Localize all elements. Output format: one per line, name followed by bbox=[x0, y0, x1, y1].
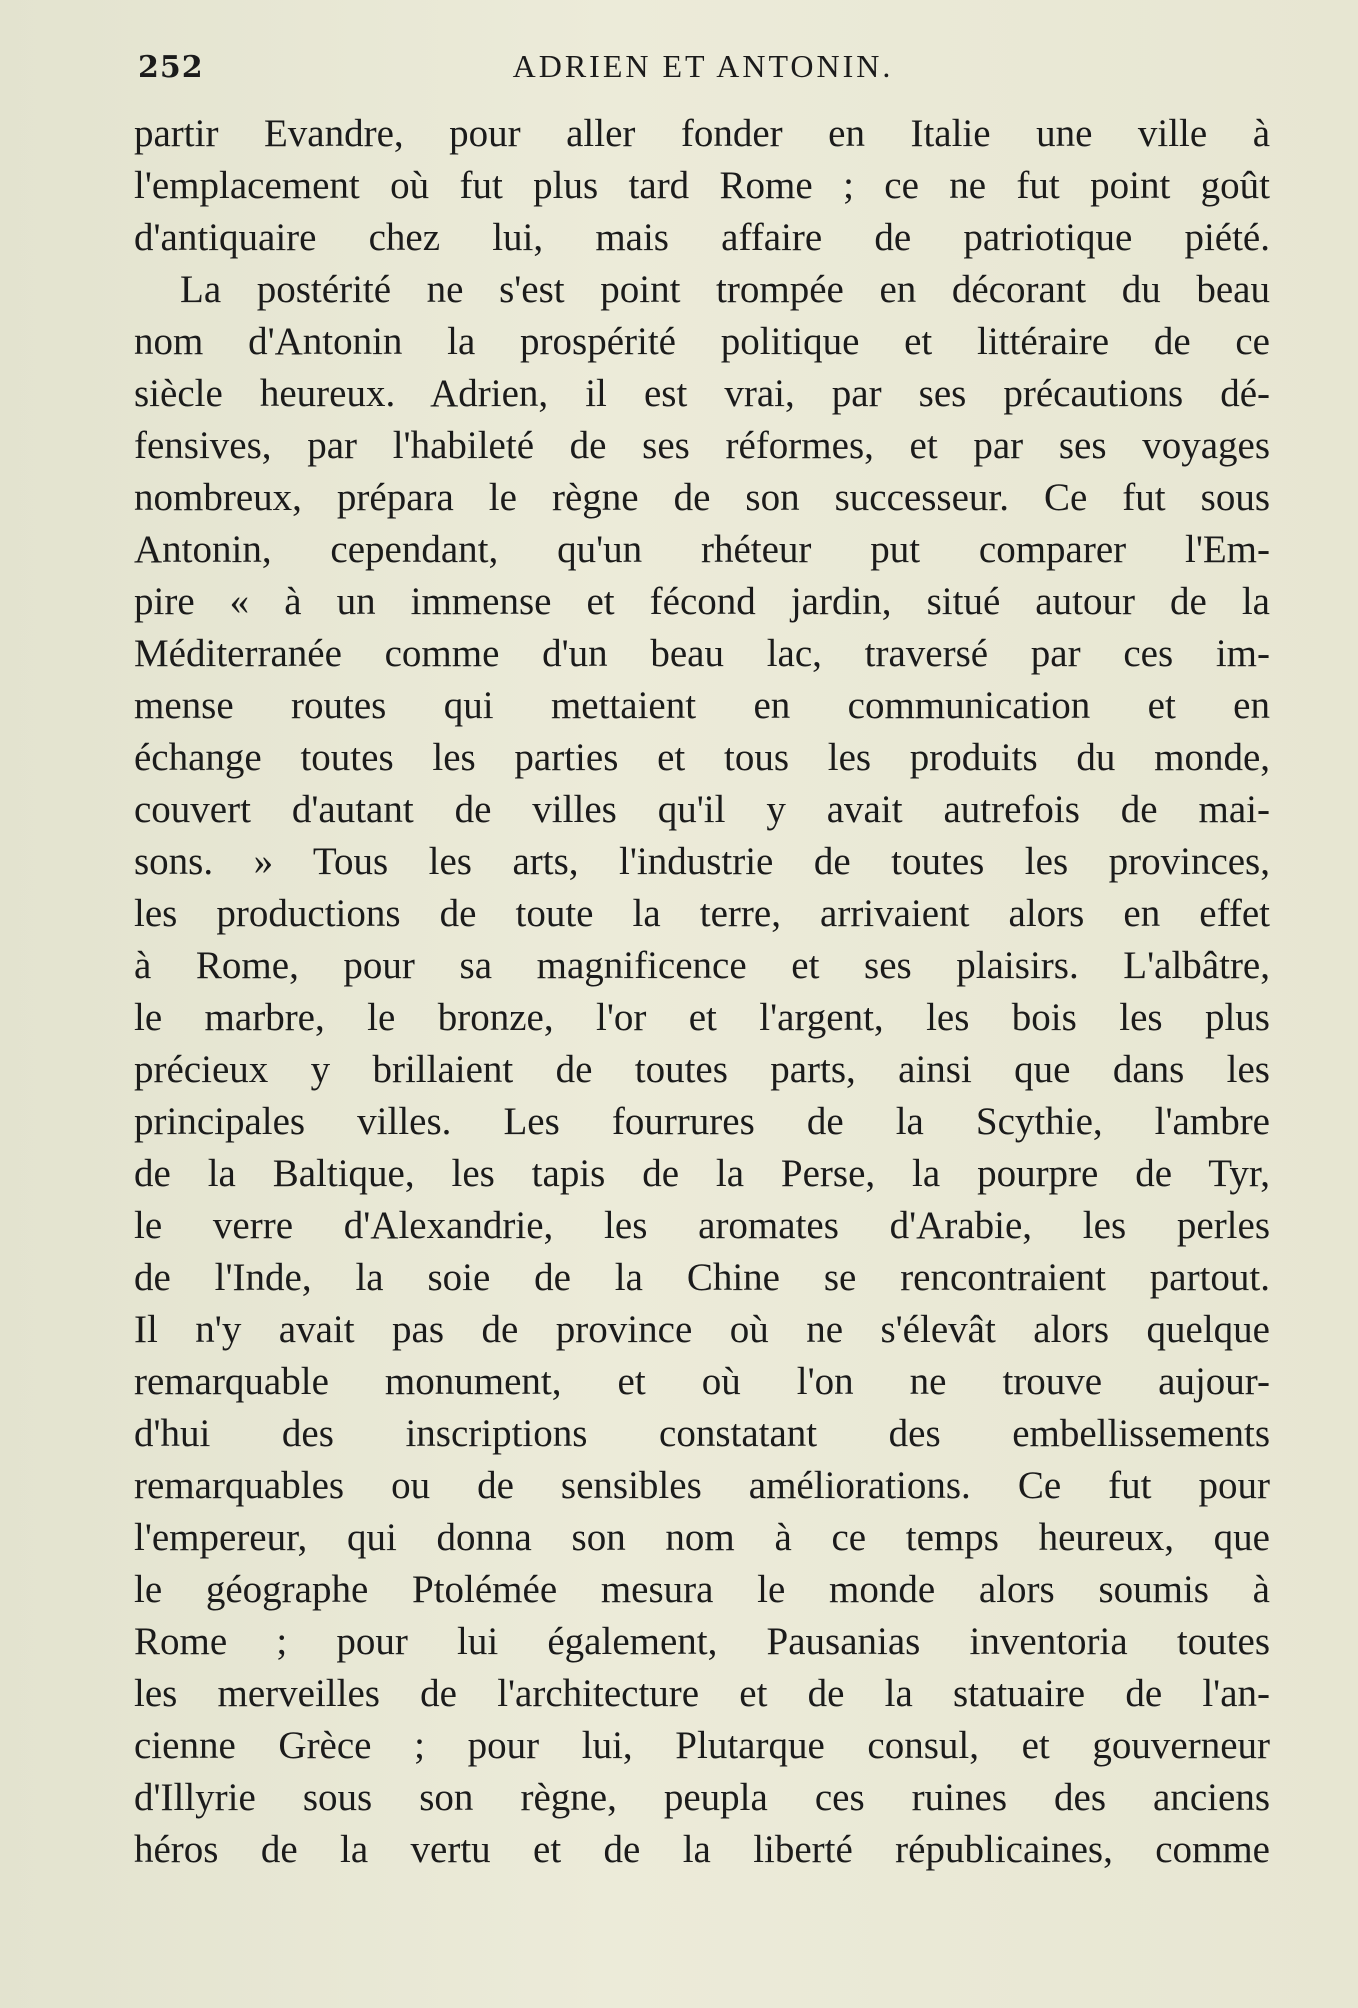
text-line: l'empereur, qui donna son nom à ce temps heureux, que bbox=[134, 1516, 1270, 1559]
text-line: d'antiquaire chez lui, mais affaire de patriotique piété. bbox=[134, 216, 1270, 259]
text-line: le marbre, le bronze, l'or et l'argent, les bois les plus bbox=[134, 996, 1270, 1039]
text-line: nom d'Antonin la prospérité politique et littéraire de ce bbox=[134, 320, 1270, 363]
text-line: le verre d'Alexandrie, les aromates d'Arabie, les perles bbox=[134, 1204, 1270, 1247]
body-text bbox=[134, 108, 1270, 1876]
text-line: couvert d'autant de villes qu'il y avait autrefois de mai- bbox=[134, 788, 1270, 831]
running-head bbox=[138, 44, 1268, 94]
text-line: remarquable monument, et où l'on ne trouve aujour- bbox=[134, 1360, 1270, 1403]
text-line: le géographe Ptolémée mesura le monde alors soumis à bbox=[134, 1568, 1270, 1611]
text-line: d'Illyrie sous son règne, peupla ces ruines des anciens bbox=[134, 1776, 1270, 1819]
text-line: à Rome, pour sa magnificence et ses plaisirs. L'albâtre, bbox=[134, 944, 1270, 987]
text-line: les productions de toute la terre, arrivaient alors en effet bbox=[134, 892, 1270, 935]
running-title: ADRIEN ET ANTONIN. bbox=[512, 48, 894, 84]
text-line: siècle heureux. Adrien, il est vrai, par ses précautions dé- bbox=[134, 372, 1270, 415]
text-line: principales villes. Les fourrures de la Scythie, l'ambre bbox=[134, 1100, 1270, 1143]
text-line: les merveilles de l'architecture et de la statuaire de l'an- bbox=[134, 1672, 1270, 1715]
text-line: échange toutes les parties et tous les produits du monde, bbox=[134, 736, 1270, 779]
text-line: de l'Inde, la soie de la Chine se rencontraient partout. bbox=[134, 1256, 1270, 1299]
text-line: mense routes qui mettaient en communication et en bbox=[134, 684, 1270, 727]
text-line: partir Evandre, pour aller fonder en Italie une ville à bbox=[134, 112, 1270, 155]
text-line: l'emplacement où fut plus tard Rome ; ce ne fut point goût bbox=[134, 164, 1270, 207]
text-line: cienne Grèce ; pour lui, Plutarque consul, et gouverneur bbox=[134, 1724, 1270, 1767]
text-line: précieux y brillaient de toutes parts, ainsi que dans les bbox=[134, 1048, 1270, 1091]
text-line: nombreux, prépara le règne de son successeur. Ce fut sous bbox=[134, 476, 1270, 519]
text-line: sons. » Tous les arts, l'industrie de toutes les provinces, bbox=[134, 840, 1270, 883]
text-line: remarquables ou de sensibles améliorations. Ce fut pour bbox=[134, 1464, 1270, 1507]
text-line: fensives, par l'habileté de ses réformes, et par ses voyages bbox=[134, 424, 1270, 467]
text-line: Il n'y avait pas de province où ne s'élevât alors quelque bbox=[134, 1308, 1270, 1351]
text-line: Antonin, cependant, qu'un rhéteur put comparer l'Em- bbox=[134, 528, 1270, 571]
text-line: Méditerranée comme d'un beau lac, traversé par ces im- bbox=[134, 632, 1270, 675]
text-line: héros de la vertu et de la liberté républicaines, comme bbox=[134, 1828, 1270, 1871]
text-line: d'hui des inscriptions constatant des embellissements bbox=[134, 1412, 1270, 1455]
paragraph-start-line: La postérité ne s'est point trompée en décorant du beau bbox=[180, 268, 1270, 311]
text-line: Rome ; pour lui également, Pausanias inventoria toutes bbox=[134, 1620, 1270, 1663]
text-line: pire « à un immense et fécond jardin, situé autour de la bbox=[134, 580, 1270, 623]
page-number: 252 bbox=[138, 50, 204, 85]
text-line: de la Baltique, les tapis de la Perse, la pourpre de Tyr, bbox=[134, 1152, 1270, 1195]
